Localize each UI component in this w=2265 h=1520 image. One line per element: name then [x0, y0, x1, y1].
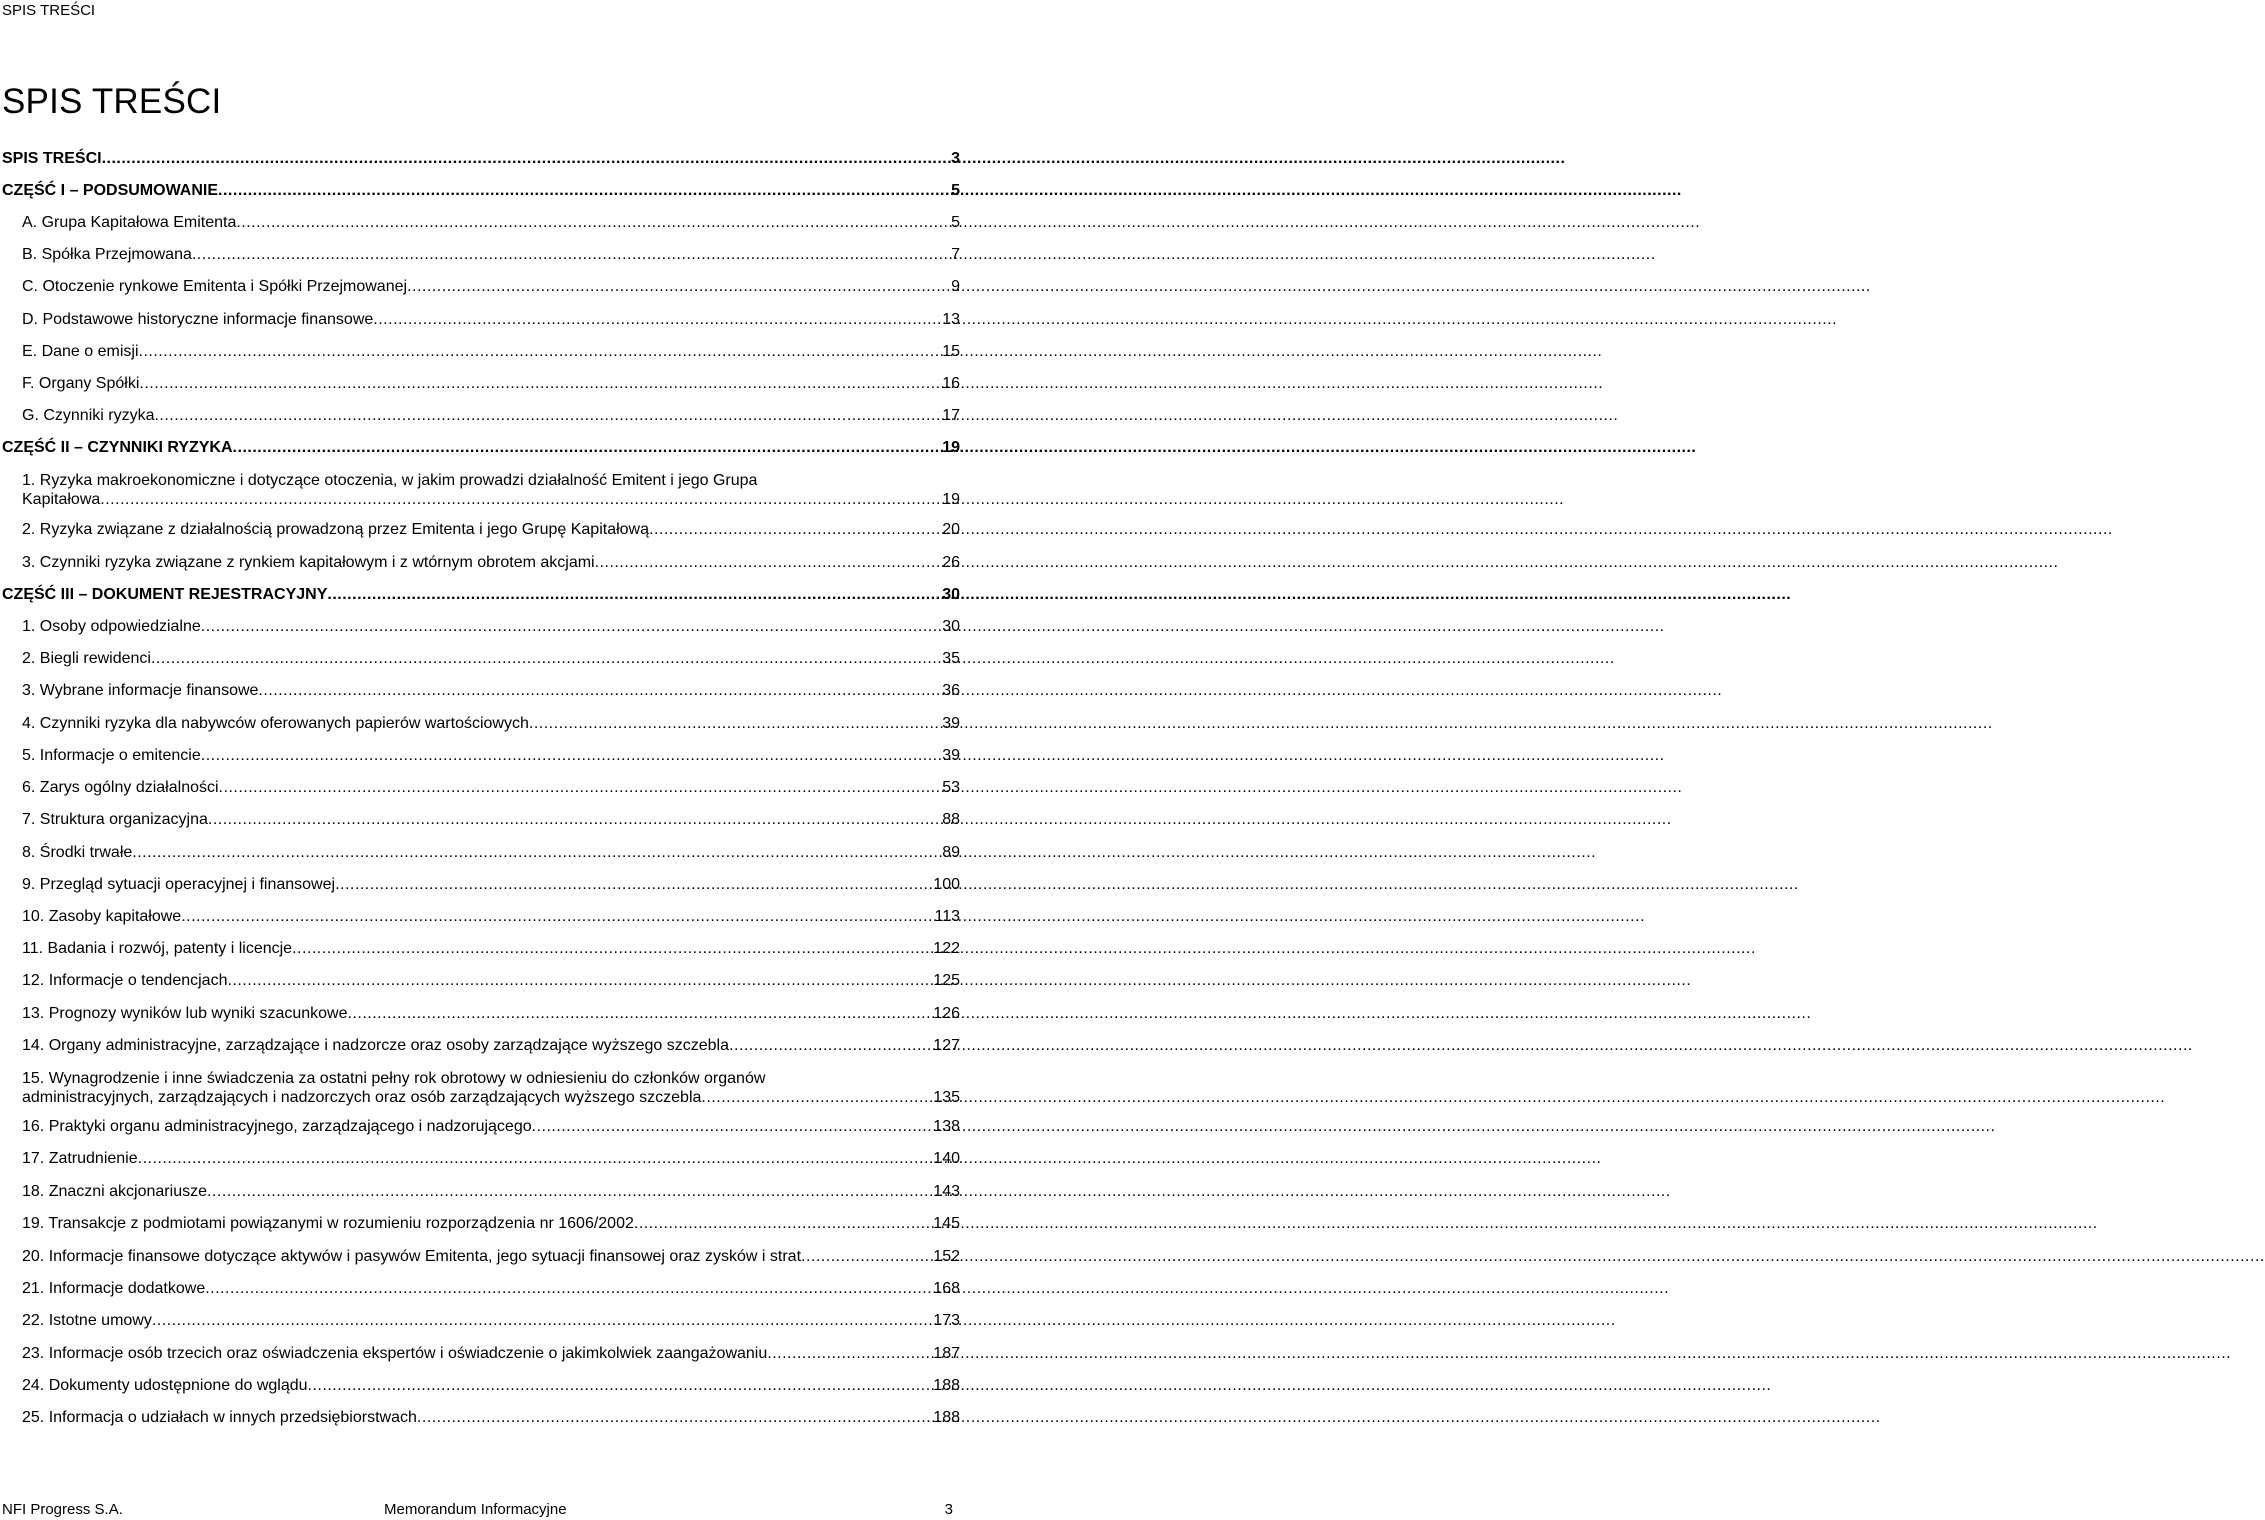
toc-entry[interactable]	[2, 310, 960, 329]
toc-page-number: 5	[951, 214, 960, 231]
toc-leader-row	[22, 1214, 960, 1233]
toc-page-number: 89	[942, 844, 960, 861]
toc-dot-leader	[532, 1117, 932, 1136]
toc-entry[interactable]	[2, 875, 960, 894]
toc-page-number: 7	[951, 246, 960, 263]
toc-entry[interactable]	[2, 1149, 960, 1168]
toc-entry[interactable]	[2, 1004, 960, 1023]
toc-entry-title: 14. Organy administracyjne, zarządzające i nadzorcze oraz osoby zarządzające wyższego szczebla	[22, 1037, 730, 1054]
toc-leader-row	[22, 649, 960, 668]
toc-entry[interactable]	[2, 1247, 960, 1266]
toc-leader-row	[22, 342, 960, 361]
toc-entry-title: 25. Informacja o udziałach w innych przedsiębiorstwach	[22, 1409, 417, 1426]
footer-company: NFI Progress S.A.	[2, 1501, 123, 1518]
toc-dot-leader	[634, 1214, 931, 1233]
toc-dot-leader	[100, 490, 940, 509]
toc-leader-row	[2, 149, 960, 168]
toc-leader-row	[22, 1408, 960, 1427]
toc-dot-leader	[233, 438, 941, 457]
toc-page-number: 15	[942, 343, 960, 360]
toc-entry-title: 8. Środki trwałe	[22, 844, 133, 861]
toc-entry[interactable]	[2, 374, 960, 393]
toc-entry[interactable]	[2, 149, 960, 168]
toc-dot-leader	[529, 714, 940, 733]
toc-entry-title: 3. Wybrane informacje finansowe	[22, 682, 259, 699]
toc-dot-leader	[649, 520, 940, 539]
toc-dot-leader	[181, 907, 932, 926]
toc-leader-row	[22, 310, 960, 329]
toc-entry-title: 6. Zarys ogólny działalności	[22, 779, 219, 796]
toc-page-number: 19	[942, 439, 960, 456]
toc-entry-title: 16. Praktyki organu administracyjnego, zarządzającego i nadzorującego	[22, 1118, 532, 1135]
toc-entry[interactable]	[2, 1376, 960, 1395]
toc-leader-row	[22, 875, 960, 894]
toc-entry-title: 19. Transakcje z podmiotami powiązanymi w rozumieniu rozporządzenia nr 1606/2002	[22, 1215, 634, 1232]
toc-dot-leader	[139, 374, 940, 393]
toc-page-number: 187	[933, 1345, 960, 1362]
toc-entry[interactable]	[2, 746, 960, 765]
toc-page-number: 30	[942, 618, 960, 635]
toc-entry-title: 2. Ryzyka związane z działalnością prowadzoną przez Emitenta i jego Grupę Kapitałową	[22, 521, 649, 538]
toc-entry-title: D. Podstawowe historyczne informacje finansowe	[22, 311, 374, 328]
toc-entry-title: C. Otoczenie rynkowe Emitenta i Spółki Przejmowanej	[22, 278, 408, 295]
toc-dot-leader	[417, 1408, 931, 1427]
toc-leader-row	[22, 681, 960, 700]
toc-leader-row	[22, 714, 960, 733]
toc-entry-title: SPIS TREŚCI	[2, 150, 102, 167]
toc-page-number: 53	[942, 779, 960, 796]
toc-dot-leader	[102, 149, 950, 168]
toc-dot-leader	[227, 971, 931, 990]
toc-entry[interactable]	[2, 342, 960, 361]
toc-leader-row	[22, 746, 960, 765]
toc-entry[interactable]	[2, 585, 960, 604]
toc-page-number: 168	[933, 1280, 960, 1297]
toc-dot-leader	[347, 1004, 931, 1023]
toc-entry[interactable]	[2, 649, 960, 668]
toc-page-number: 126	[933, 1005, 960, 1022]
toc-entry-title: 2. Biegli rewidenci	[22, 650, 151, 667]
toc-page-number: 35	[942, 650, 960, 667]
toc-leader-row	[22, 810, 960, 829]
toc-dot-leader	[767, 1344, 931, 1363]
toc-entry[interactable]	[2, 971, 960, 990]
toc-page-number: 127	[933, 1037, 960, 1054]
toc-entry-title: B. Spółka Przejmowana	[22, 246, 192, 263]
toc-entry[interactable]	[2, 810, 960, 829]
toc-dot-leader	[258, 681, 940, 700]
toc-entry[interactable]	[2, 1344, 960, 1363]
toc-dot-leader	[201, 746, 940, 765]
toc-entry[interactable]	[2, 617, 960, 636]
toc-leader-row	[22, 245, 960, 264]
toc-dot-leader	[132, 843, 940, 862]
toc-page-number: 125	[933, 972, 960, 989]
toc-page-number: 17	[942, 407, 960, 424]
toc-entry-title: 3. Czynniki ryzyka związane z rynkiem kapitałowym i z wtórnym obrotem akcjami	[22, 554, 595, 571]
toc-entry[interactable]	[2, 181, 960, 200]
toc-entry-title: 24. Dokumenty udostępnione do wglądu	[22, 1377, 308, 1394]
toc-entry-title: E. Dane o emisji	[22, 343, 139, 360]
toc-page-number: 145	[933, 1215, 960, 1232]
toc-entry[interactable]	[2, 1214, 960, 1233]
toc-page-number: 188	[933, 1409, 960, 1426]
toc-dot-leader	[335, 875, 931, 894]
toc-leader-row	[22, 1088, 960, 1107]
toc-dot-leader	[154, 406, 940, 425]
toc-page-number: 100	[933, 876, 960, 893]
toc-entry[interactable]	[2, 1311, 960, 1330]
footer-page-number: 3	[944, 1501, 953, 1518]
toc-entry-title-line: 15. Wynagrodzenie i inne świadczenia za ostatni pełny rok obrotowy w odniesieniu do członków organów	[22, 1070, 766, 1087]
toc-entry[interactable]	[2, 907, 960, 926]
toc-leader-row	[22, 939, 960, 958]
toc-leader-row	[22, 778, 960, 797]
toc-entry[interactable]	[2, 1069, 960, 1107]
toc-leader-row	[22, 617, 960, 636]
toc-leader-row	[22, 374, 960, 393]
toc-entry-title: 12. Informacje o tendencjach	[22, 972, 228, 989]
toc-page-number: 3	[951, 150, 960, 167]
toc-dot-leader	[139, 342, 941, 361]
toc-entry[interactable]	[2, 843, 960, 862]
toc-page-number: 19	[942, 491, 960, 508]
toc-dot-leader	[201, 617, 940, 636]
toc-page-number: 140	[933, 1150, 960, 1167]
toc-leader-row	[22, 1311, 960, 1330]
toc-entry[interactable]	[2, 778, 960, 797]
footer-document-title: Memorandum Informacyjne	[384, 1501, 567, 1518]
toc-entry-title: 22. Istotne umowy	[22, 1312, 152, 1329]
toc-entry-title: 17. Zatrudnienie	[22, 1150, 138, 1167]
toc-dot-leader	[151, 649, 940, 668]
toc-dot-leader	[292, 939, 931, 958]
toc-dot-leader	[207, 1182, 931, 1201]
toc-dot-leader	[701, 1088, 931, 1107]
toc-page-number: 143	[933, 1183, 960, 1200]
toc-entry-title: 23. Informacje osób trzecich oraz oświadczenia ekspertów i oświadczenie o jakimkolwiek zaangażowaniu	[22, 1345, 768, 1362]
toc-entry[interactable]	[2, 1408, 960, 1427]
toc-entry-title: 5. Informacje o emitencie	[22, 747, 201, 764]
toc-page-number: 39	[942, 747, 960, 764]
toc-page-number: 36	[942, 682, 960, 699]
toc-dot-leader	[192, 245, 949, 264]
toc-leader-row	[2, 181, 960, 200]
toc-dot-leader	[138, 1149, 932, 1168]
toc-dot-leader	[407, 277, 949, 296]
toc-entry[interactable]	[2, 406, 960, 425]
toc-entry[interactable]	[2, 520, 960, 539]
toc-leader-row	[22, 1279, 960, 1298]
toc-leader-row	[22, 907, 960, 926]
toc-page-number: 20	[942, 521, 960, 538]
toc-page-number: 173	[933, 1312, 960, 1329]
toc-leader-row	[22, 1004, 960, 1023]
toc-leader-row	[22, 277, 960, 296]
toc-entry-title: Kapitałowa	[22, 491, 101, 508]
toc-leader-row	[22, 213, 960, 232]
toc-entry[interactable]	[2, 277, 960, 296]
toc-entry-title: administracyjnych, zarządzających i nadzorczych oraz osób zarządzających wyższego szczebla	[22, 1089, 702, 1106]
toc-entry-title: 4. Czynniki ryzyka dla nabywców oferowanych papierów wartościowych	[22, 715, 529, 732]
toc-entry-title: 7. Struktura organizacyjna	[22, 811, 208, 828]
toc-page-number: 135	[933, 1089, 960, 1106]
toc-leader-row	[22, 1117, 960, 1136]
toc-leader-row	[2, 438, 960, 457]
toc-page-number: 152	[933, 1248, 960, 1265]
toc-entry[interactable]	[2, 1117, 960, 1136]
toc-leader-row	[22, 1247, 960, 1266]
toc-entry-title-line: 1. Ryzyka makroekonomiczne i dotyczące otoczenia, w jakim prowadzi działalność Emitent i jego Grupa	[22, 472, 758, 489]
toc-dot-leader	[152, 1311, 931, 1330]
toc-entry-title: 11. Badania i rozwój, patenty i licencje	[22, 940, 293, 957]
toc-dot-leader	[219, 778, 941, 797]
toc-leader-row	[2, 585, 960, 604]
toc-page-number: 39	[942, 715, 960, 732]
toc-page-number: 5	[951, 182, 960, 199]
toc-entry-title: F. Organy Spółki	[22, 375, 140, 392]
toc-dot-leader	[327, 585, 940, 604]
toc-dot-leader	[729, 1036, 931, 1055]
toc-leader-row	[22, 490, 960, 509]
toc-page-number: 122	[933, 940, 960, 957]
toc-leader-row	[22, 406, 960, 425]
toc-dot-leader	[308, 1376, 932, 1395]
toc-entry[interactable]	[2, 213, 960, 232]
toc-entry[interactable]	[2, 1279, 960, 1298]
toc-entry-title: 10. Zasoby kapitałowe	[22, 908, 182, 925]
toc-entry-title: CZĘŚĆ I – PODSUMOWANIE	[2, 182, 219, 199]
toc-leader-row	[22, 553, 960, 572]
toc-entry[interactable]	[2, 471, 960, 509]
toc-entry[interactable]	[2, 245, 960, 264]
toc-page-number: 16	[942, 375, 960, 392]
toc-dot-leader	[236, 213, 949, 232]
toc-entry-title: 18. Znaczni akcjonariusze	[22, 1183, 207, 1200]
toc-page-number: 9	[951, 278, 960, 295]
toc-entry[interactable]	[2, 1036, 960, 1055]
running-header: SPIS TREŚCI	[2, 2, 96, 19]
toc-entry-title: 13. Prognozy wyników lub wyniki szacunkowe	[22, 1005, 348, 1022]
toc-leader-row	[22, 1149, 960, 1168]
toc-entry[interactable]	[2, 553, 960, 572]
toc-entry-title: CZĘŚĆ II – CZYNNIKI RYZYKA	[2, 439, 233, 456]
toc-leader-row	[22, 1344, 960, 1363]
toc-page-number: 188	[933, 1377, 960, 1394]
toc-entry-title: A. Grupa Kapitałowa Emitenta	[22, 214, 237, 231]
toc-dot-leader	[208, 810, 940, 829]
toc-page-number: 30	[942, 586, 960, 603]
toc-entry[interactable]	[2, 714, 960, 733]
toc-leader-row	[22, 1036, 960, 1055]
toc-entry[interactable]	[2, 1182, 960, 1201]
toc-dot-leader	[801, 1247, 931, 1266]
toc-entry-title: G. Czynniki ryzyka	[22, 407, 155, 424]
toc-entry[interactable]	[2, 438, 960, 457]
toc-leader-row	[22, 1376, 960, 1395]
toc-entry-title: 1. Osoby odpowiedzialne	[22, 618, 201, 635]
toc-leader-row	[22, 1182, 960, 1201]
toc-entry-title: 20. Informacje finansowe dotyczące aktywów i pasywów Emitenta, jego sytuacji finansowej oraz zysków i strat	[22, 1248, 802, 1265]
toc-entry-title: CZĘŚĆ III – DOKUMENT REJESTRACYJNY	[2, 586, 328, 603]
toc-page-number: 138	[933, 1118, 960, 1135]
toc-dot-leader	[373, 310, 940, 329]
toc-entry-title: 9. Przegląd sytuacji operacyjnej i finansowej	[22, 876, 336, 893]
toc-dot-leader	[218, 181, 949, 200]
toc-entry-title: 21. Informacje dodatkowe	[22, 1280, 206, 1297]
page-title: SPIS TREŚCI	[2, 82, 222, 121]
toc-dot-leader	[595, 553, 941, 572]
toc-page-number: 26	[942, 554, 960, 571]
toc-leader-row	[22, 971, 960, 990]
toc-entry[interactable]	[2, 939, 960, 958]
toc-leader-row	[22, 843, 960, 862]
toc-entry[interactable]	[2, 681, 960, 700]
toc-page-number: 13	[942, 311, 960, 328]
toc-dot-leader	[205, 1279, 931, 1298]
toc-page-number: 113	[934, 908, 960, 925]
toc-page-number: 88	[942, 811, 960, 828]
toc-leader-row	[22, 520, 960, 539]
